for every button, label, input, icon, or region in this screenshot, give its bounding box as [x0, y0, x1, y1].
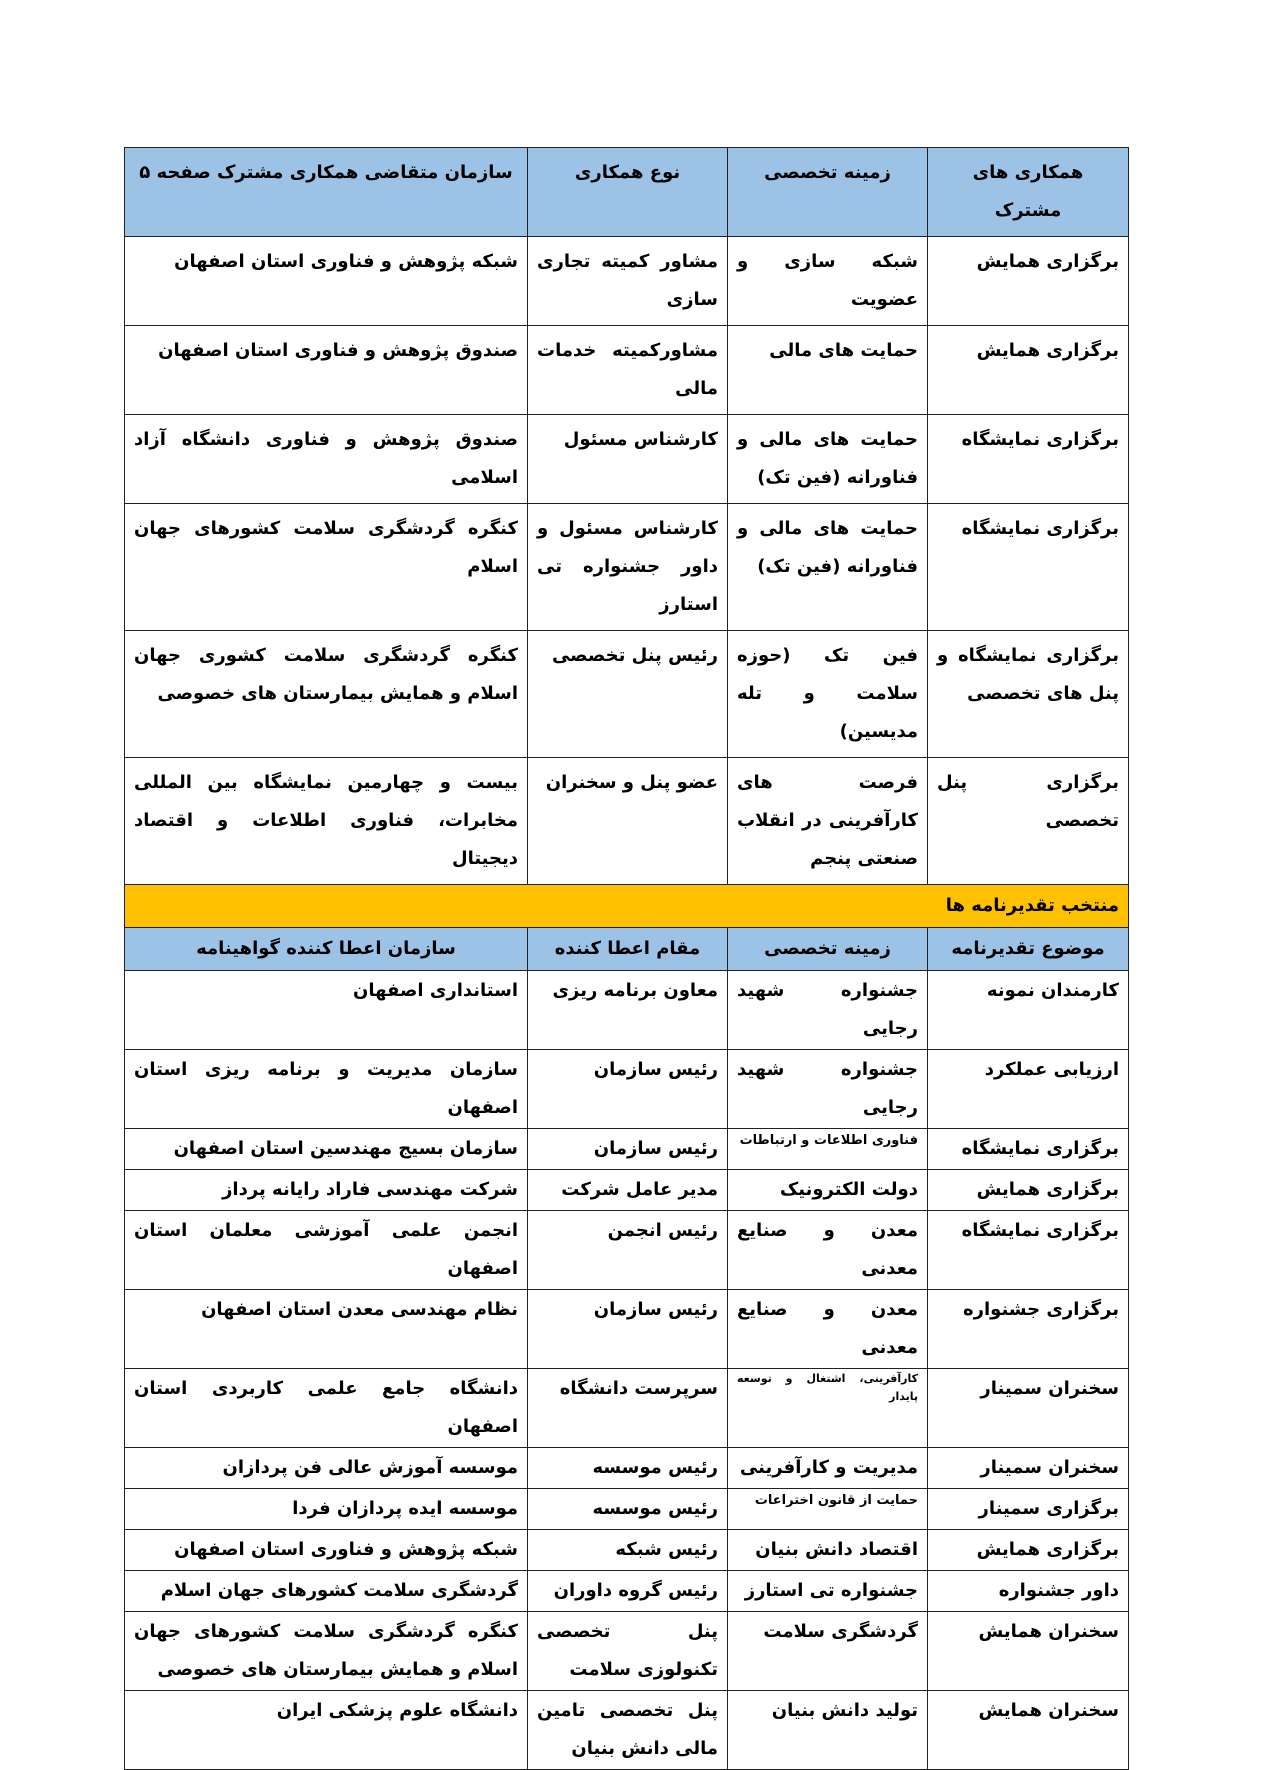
table1-header-cell: سازمان متقاضی همکاری مشترک صفحه ۵ — [125, 148, 528, 237]
table-cell: کارشناس مسئول و داور جشنواره تی استارز — [528, 504, 728, 631]
table-row — [125, 631, 1129, 758]
table-cell: رئیس سازمان — [528, 1050, 728, 1129]
table-cell: رئیس موسسه — [528, 1489, 728, 1530]
cooperation-table — [124, 147, 1129, 1770]
table-cell: سرپرست دانشگاه — [528, 1369, 728, 1448]
table2-header-cell: موضوع تقدیرنامه — [928, 928, 1129, 971]
table-cell: برگزاری همایش — [928, 326, 1129, 415]
table-row — [125, 1448, 1129, 1489]
table-cell: برگزاری نمایشگاه و پنل های تخصصی — [928, 631, 1129, 758]
table-cell: فین تک (حوزه سلامت و تله مدیسین) — [728, 631, 928, 758]
section-title: منتخب تقدیرنامه ها — [125, 885, 1129, 928]
table-cell: سازمان بسیج مهندسین استان اصفهان — [125, 1129, 528, 1170]
table-cell: رئیس گروه داوران — [528, 1571, 728, 1612]
table-cell: شبکه پژوهش و فناوری استان اصفهان — [125, 1530, 528, 1571]
table-row — [125, 1050, 1129, 1129]
section-title-row — [125, 885, 1129, 928]
table-cell: دولت الکترونیک — [728, 1170, 928, 1211]
table-row — [125, 971, 1129, 1050]
table-cell: صندوق پژوهش و فناوری دانشگاه آزاد اسلامی — [125, 415, 528, 504]
table-cell: انجمن علمی آموزشی معلمان استان اصفهان — [125, 1211, 528, 1290]
table-row — [125, 1211, 1129, 1290]
table-cell: گردشگری سلامت — [728, 1612, 928, 1691]
table-cell: برگزاری همایش — [928, 1530, 1129, 1571]
table-cell: ارزیابی عملکرد — [928, 1050, 1129, 1129]
table-cell: پنل تخصصی تامین مالی دانش بنیان — [528, 1691, 728, 1770]
table-row — [125, 237, 1129, 326]
table-cell: بیست و چهارمین نمایشگاه بین المللی مخابرات، فناوری اطلاعات و اقتصاد دیجیتال — [125, 758, 528, 885]
table-cell: مشاور کمیته تجاری سازی — [528, 237, 728, 326]
table-cell: شرکت مهندسی فاراد رایانه پرداز — [125, 1170, 528, 1211]
table-cell: برگزاری جشنواره — [928, 1290, 1129, 1369]
table-cell: برگزاری همایش — [928, 1170, 1129, 1211]
table-cell: سخنران همایش — [928, 1612, 1129, 1691]
table-row — [125, 1489, 1129, 1530]
table2-header-cell: زمینه تخصصی — [728, 928, 928, 971]
table-cell: معدن و صنایع معدنی — [728, 1290, 928, 1369]
table-cell: فرصت های کارآفرینی در انقلاب صنعتی پنجم — [728, 758, 928, 885]
table-cell: حمایت از قانون اختراعات — [728, 1489, 928, 1530]
table-row — [125, 1369, 1129, 1448]
table-cell: عضو پنل و سخنران — [528, 758, 728, 885]
table1-header-cell: زمینه تخصصی — [728, 148, 928, 237]
table-cell: برگزاری نمایشگاه — [928, 504, 1129, 631]
table1-header-row — [125, 148, 1129, 237]
table-cell: کنگره گردشگری سلامت کشورهای جهان اسلام — [125, 504, 528, 631]
table-cell: مدیر عامل شرکت — [528, 1170, 728, 1211]
table-cell: داور جشنواره — [928, 1571, 1129, 1612]
table-cell: کارشناس مسئول — [528, 415, 728, 504]
table2-header-row — [125, 928, 1129, 971]
table-row — [125, 1571, 1129, 1612]
table-row — [125, 1612, 1129, 1691]
table-cell: برگزاری نمایشگاه — [928, 1129, 1129, 1170]
table-cell: مدیریت و کارآفرینی — [728, 1448, 928, 1489]
table-cell: دانشگاه جامع علمی کاربردی استان اصفهان — [125, 1369, 528, 1448]
table-row — [125, 504, 1129, 631]
table-cell: موسسه ایده پردازان فردا — [125, 1489, 528, 1530]
table-row — [125, 1530, 1129, 1571]
table-cell: جشنواره تی استارز — [728, 1571, 928, 1612]
table-cell: اقتصاد دانش بنیان — [728, 1530, 928, 1571]
table-cell: دانشگاه علوم پزشکی ایران — [125, 1691, 528, 1770]
table-cell: تولید دانش بنیان — [728, 1691, 928, 1770]
table-cell: رئیس انجمن — [528, 1211, 728, 1290]
table-cell: شبکه پژوهش و فناوری استان اصفهان — [125, 237, 528, 326]
table-cell: صندوق پژوهش و فناوری استان اصفهان — [125, 326, 528, 415]
table-cell: کنگره گردشگری سلامت کشورهای جهان اسلام و همایش بیمارستان های خصوصی — [125, 1612, 528, 1691]
table-cell: پنل تخصصی تکنولوزی سلامت — [528, 1612, 728, 1691]
table-cell: سخنران سمینار — [928, 1369, 1129, 1448]
table2-header-cell: مقام اعطا کننده — [528, 928, 728, 971]
table-cell: حمایت های مالی و فناورانه (فین تک) — [728, 504, 928, 631]
table-cell: کارآفرینی، اشتغال و توسعه پایدار — [728, 1369, 928, 1448]
table-cell: برگزاری نمایشگاه — [928, 1211, 1129, 1290]
table-cell: برگزاری سمینار — [928, 1489, 1129, 1530]
table-row — [125, 415, 1129, 504]
table-cell: برگزاری نمایشگاه — [928, 415, 1129, 504]
table-cell: نظام مهندسی معدن استان اصفهان — [125, 1290, 528, 1369]
table-row — [125, 1290, 1129, 1369]
table-row — [125, 1129, 1129, 1170]
table-row — [125, 326, 1129, 415]
table-cell: گردشگری سلامت کشورهای جهان اسلام — [125, 1571, 528, 1612]
table-cell: رئیس پنل تخصصی — [528, 631, 728, 758]
table-cell: جشنواره شهید رجایی — [728, 971, 928, 1050]
table-cell: رئیس سازمان — [528, 1129, 728, 1170]
table-cell: سخنران همایش — [928, 1691, 1129, 1770]
table-cell: برگزاری پنل تخصصی — [928, 758, 1129, 885]
table-row — [125, 758, 1129, 885]
table-cell: سازمان مدیریت و برنامه ریزی استان اصفهان — [125, 1050, 528, 1129]
table-cell: رئیس شبکه — [528, 1530, 728, 1571]
table-cell: استانداری اصفهان — [125, 971, 528, 1050]
table-cell: مشاورکمیته خدمات مالی — [528, 326, 728, 415]
table1-header-cell: همکاری های مشترک — [928, 148, 1129, 237]
table-cell: رئیس موسسه — [528, 1448, 728, 1489]
table-cell: فناوری اطلاعات و ارتباطات — [728, 1129, 928, 1170]
table2-header-cell: سازمان اعطا کننده گواهینامه — [125, 928, 528, 971]
table-cell: جشنواره شهید رجایی — [728, 1050, 928, 1129]
table-cell: شبکه سازی و عضویت — [728, 237, 928, 326]
table-cell: برگزاری همایش — [928, 237, 1129, 326]
table-row — [125, 1691, 1129, 1770]
table-cell: موسسه آموزش عالی فن پردازان — [125, 1448, 528, 1489]
table-cell: معدن و صنایع معدنی — [728, 1211, 928, 1290]
table-cell: معاون برنامه ریزی — [528, 971, 728, 1050]
table-cell: کارمندان نمونه — [928, 971, 1129, 1050]
table-cell: حمایت های مالی و فناورانه (فین تک) — [728, 415, 928, 504]
table-cell: حمایت های مالی — [728, 326, 928, 415]
table1-header-cell: نوع همکاری — [528, 148, 728, 237]
table-cell: رئیس سازمان — [528, 1290, 728, 1369]
table-row — [125, 1170, 1129, 1211]
table-cell: کنگره گردشگری سلامت کشوری جهان اسلام و همایش بیمارستان های خصوصی — [125, 631, 528, 758]
table-cell: سخنران سمینار — [928, 1448, 1129, 1489]
